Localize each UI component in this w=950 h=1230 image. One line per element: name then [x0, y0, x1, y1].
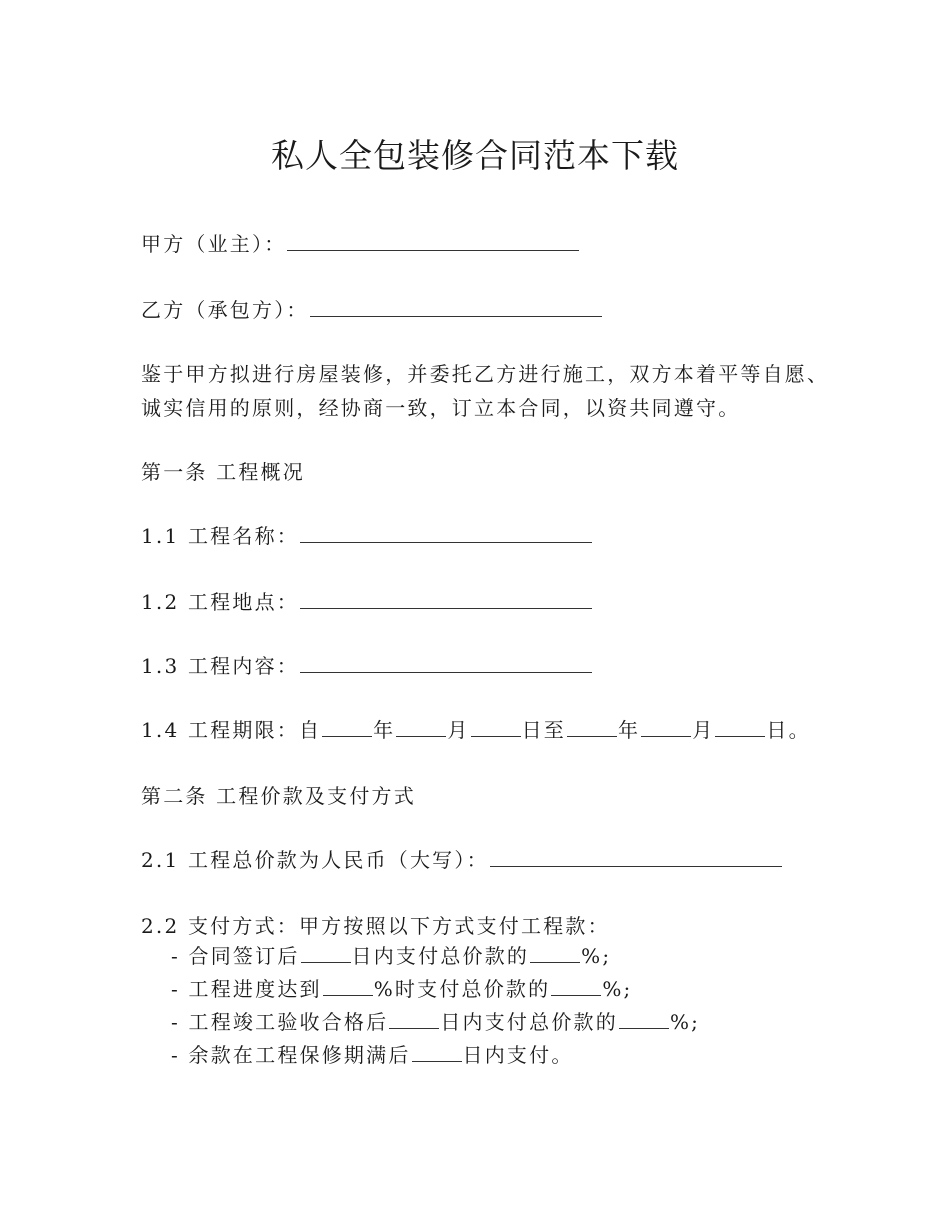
- payment-term-3-days-blank: [389, 1010, 439, 1029]
- payment-term-2-progress-blank: [323, 977, 373, 996]
- payment-term-2-b: %时支付总价款的: [373, 977, 551, 1001]
- start-day-label: 日至: [521, 718, 566, 742]
- project-location-blank: [300, 590, 592, 609]
- party-b-blank: [310, 298, 602, 317]
- payment-term-1-b: 日内支付总价款的: [351, 944, 530, 968]
- project-name-blank: [300, 524, 592, 543]
- payment-term-3-percent-blank: [619, 1010, 669, 1029]
- end-month-blank: [641, 718, 691, 737]
- item-2-2: 2.2 支付方式：甲方按照以下方式支付工程款：: [141, 914, 610, 938]
- payment-term-4-b: 日内支付。: [462, 1043, 574, 1067]
- payment-term-3: [171, 1008, 700, 1036]
- item-1-3-label: 1.3 工程内容：: [141, 654, 299, 678]
- item-1-2-label: 1.2 工程地点：: [141, 590, 299, 614]
- end-year-label: 年: [617, 718, 641, 742]
- item-1-1-label: 1.1 工程名称：: [141, 524, 299, 548]
- party-a-blank: [287, 232, 579, 251]
- payment-term-2-percent-blank: [551, 977, 601, 996]
- payment-term-4-a: - 余款在工程保修期满后: [171, 1043, 411, 1067]
- start-month-label: 月: [447, 718, 470, 742]
- payment-term-4-days-blank: [412, 1043, 462, 1062]
- payment-term-3-b: 日内支付总价款的: [440, 1010, 618, 1034]
- article-1-heading: 第一条 工程概况: [141, 460, 305, 484]
- project-content-blank: [300, 654, 592, 673]
- article-2-heading: 第二条 工程价款及支付方式: [141, 784, 416, 808]
- party-a-line: [141, 230, 580, 258]
- start-day-blank: [471, 718, 521, 737]
- item-2-1-label: 2.1 工程总价款为人民币（大写）：: [141, 848, 489, 872]
- item-2-1: [141, 846, 783, 874]
- item-1-1: [141, 522, 593, 550]
- end-day-label: 日。: [766, 718, 811, 742]
- party-a-label: 甲方（业主）：: [141, 232, 287, 256]
- payment-term-2-c: %;: [602, 977, 633, 1001]
- preamble-line-1: 鉴于甲方拟进行房屋装修，并委托乙方进行施工，双方本着平等自愿、: [141, 362, 830, 386]
- payment-term-1-a: - 合同签订后: [171, 944, 300, 968]
- preamble-line-2: 诚实信用的原则，经协商一致，订立本合同，以资共同遵守。: [141, 396, 741, 420]
- payment-term-2-a: - 工程进度达到: [171, 977, 322, 1001]
- payment-term-1-percent-blank: [530, 944, 580, 963]
- item-1-3: [141, 652, 593, 680]
- payment-term-2: [171, 975, 632, 1003]
- end-day-blank: [715, 718, 765, 737]
- start-year-blank: [322, 718, 372, 737]
- payment-term-3-c: %;: [669, 1010, 701, 1034]
- payment-term-3-a: - 工程竣工验收合格后: [171, 1010, 389, 1034]
- start-month-blank: [396, 718, 446, 737]
- item-1-4-label: 1.4 工程期限：自: [141, 718, 322, 742]
- end-year-blank: [567, 718, 617, 737]
- payment-term-1-days-blank: [301, 944, 351, 963]
- payment-term-4: [171, 1041, 574, 1069]
- party-b-line: [141, 296, 603, 324]
- total-price-blank: [490, 848, 782, 867]
- end-month-label: 月: [692, 718, 715, 742]
- start-year-label: 年: [373, 718, 396, 742]
- item-1-2: [141, 588, 593, 616]
- party-b-label: 乙方（承包方）：: [141, 298, 309, 322]
- payment-term-1-c: %;: [581, 944, 612, 968]
- item-1-4: [141, 716, 811, 744]
- document-title: 私人全包装修合同范本下载: [271, 136, 679, 175]
- payment-term-1: [171, 942, 611, 970]
